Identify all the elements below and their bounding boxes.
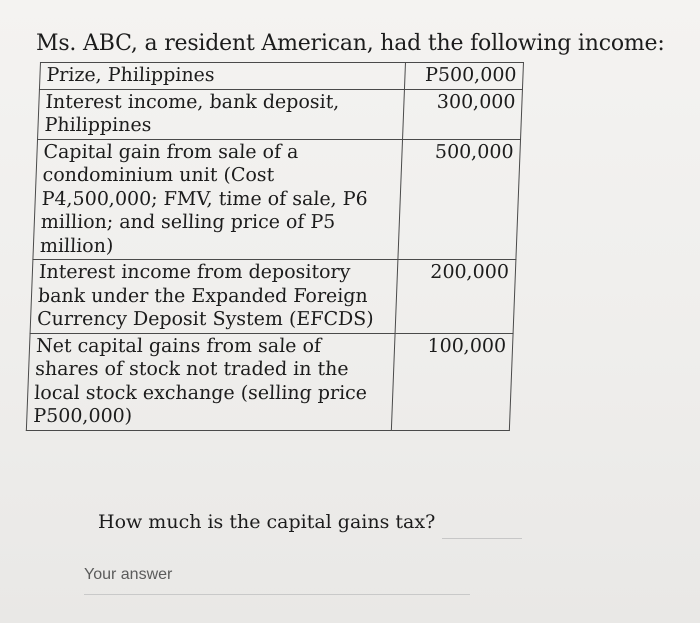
answer-blank-line bbox=[442, 538, 522, 539]
income-description: Capital gain from sale of a condominium unit (Cost P4,500,000; FMV, time of sale, P6 million; and selling price of P5 million) bbox=[33, 139, 403, 260]
table-row bbox=[33, 139, 521, 260]
table-row bbox=[39, 63, 523, 90]
income-description: Interest income, bank deposit, Philippines bbox=[38, 89, 405, 139]
answer-input[interactable] bbox=[84, 586, 470, 595]
income-amount: 100,000 bbox=[391, 333, 513, 430]
question-heading: Ms. ABC, a resident American, had the following income: bbox=[36, 31, 665, 56]
income-amount: 500,000 bbox=[398, 139, 521, 260]
table-row bbox=[26, 333, 513, 430]
income-amount: P500,000 bbox=[404, 63, 523, 90]
income-description: Interest income from depository bank under the Expanded Foreign Currency Deposit System (EFCDS) bbox=[30, 260, 398, 334]
income-table bbox=[26, 62, 524, 431]
income-amount: 200,000 bbox=[395, 260, 516, 334]
income-description: Net capital gains from sale of shares of stock not traded in the local stock exchange (selling price P500,000) bbox=[26, 333, 395, 430]
table-row bbox=[38, 89, 523, 139]
answer-label: Your answer bbox=[84, 566, 173, 583]
income-amount: 300,000 bbox=[403, 89, 523, 139]
income-description: Prize, Philippines bbox=[39, 63, 405, 90]
question-text: How much is the capital gains tax? bbox=[98, 511, 436, 533]
table-row bbox=[30, 260, 516, 334]
